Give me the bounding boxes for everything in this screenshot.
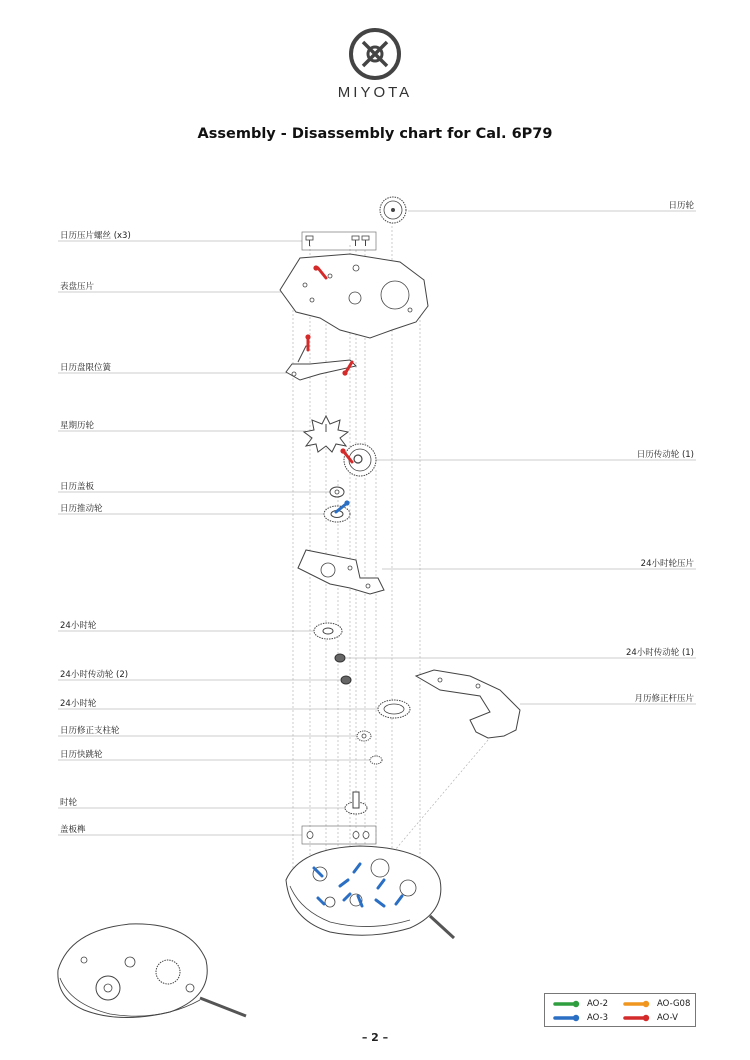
calendar-cover-part: [330, 487, 344, 497]
label-24h-wheel: 24小时轮: [60, 621, 97, 631]
calendar-jump-wheel-part: [370, 756, 382, 764]
label-calendar-wheel: 日历轮: [668, 201, 694, 211]
label-24h-wheel-bridge: 24小时轮压片: [640, 559, 694, 569]
label-dial-plate: 表盘压片: [60, 282, 95, 292]
label-24h-drive-wheel-2: 24小时传动轮 (2): [60, 670, 129, 680]
cover-pins-group: [302, 826, 376, 844]
label-calendar-plate-screws: 日历压片螺丝 (x3): [60, 231, 131, 241]
label-calendar-jump-wheel: 日历快跳轮: [60, 750, 103, 760]
movement-overview-part: [58, 924, 246, 1018]
label-calendar-drive-wheel-1: 日历传动轮 (1): [636, 450, 694, 460]
24h-drive-wheel-1-part: [335, 654, 345, 662]
label-calendar-push-wheel: 日历推动轮: [60, 504, 103, 514]
page-title: Assembly - Disassembly chart for Cal. 6P79: [197, 126, 553, 142]
calendar-spring-part: [286, 334, 356, 380]
legend-label: AO-G08: [657, 999, 691, 1009]
label-24h-drive-wheel-1: 24小时传动轮 (1): [625, 648, 694, 658]
oil-drop-icon: [623, 999, 653, 1009]
legend-label: AO-2: [587, 999, 609, 1009]
label-calendar-cover: 日历盖板: [60, 482, 95, 492]
24h-drive-wheel-2-part: [341, 676, 351, 684]
hour-wheel-part: [345, 792, 367, 814]
label-calendar-correction-wheel: 日历修正支柱轮: [60, 726, 120, 736]
label-24h-wheel-lower: 24小时轮: [60, 699, 97, 709]
label-month-correction-bridge: 月历修正杆压片: [634, 694, 694, 704]
dial-plate-part: [280, 254, 428, 338]
main-movement-part: [286, 846, 454, 938]
page-number: – 2 –: [361, 1031, 389, 1044]
label-hour-wheel: 时轮: [60, 798, 78, 808]
calendar-push-wheel-part: [324, 500, 350, 522]
24h-wheel-lower-part: [378, 700, 410, 718]
label-star-wheel: 星期历轮: [60, 421, 95, 431]
24h-wheel-part: [314, 623, 342, 639]
screws-group: [302, 232, 376, 250]
24h-wheel-bridge-part: [298, 550, 384, 594]
oil-drop-icon: [553, 1013, 583, 1023]
oil-drop-icon: [553, 999, 583, 1009]
label-cover-pins: 盖板榫: [60, 825, 86, 835]
legend-label: AO-V: [657, 1013, 678, 1023]
calendar-correction-wheel-part: [357, 731, 371, 741]
lubricant-legend: [544, 993, 696, 1027]
calendar-wheel-top: [380, 197, 406, 223]
star-wheel-part: [304, 416, 348, 452]
month-correction-bridge-part: [416, 670, 520, 738]
oil-drop-icon: [623, 1013, 653, 1023]
legend-label: AO-3: [587, 1013, 609, 1023]
brand-name: MIYOTA: [337, 84, 413, 101]
label-calendar-disk-spring: 日历盘限位簧: [60, 363, 112, 373]
calendar-drive-wheel-1-part: [340, 444, 376, 476]
